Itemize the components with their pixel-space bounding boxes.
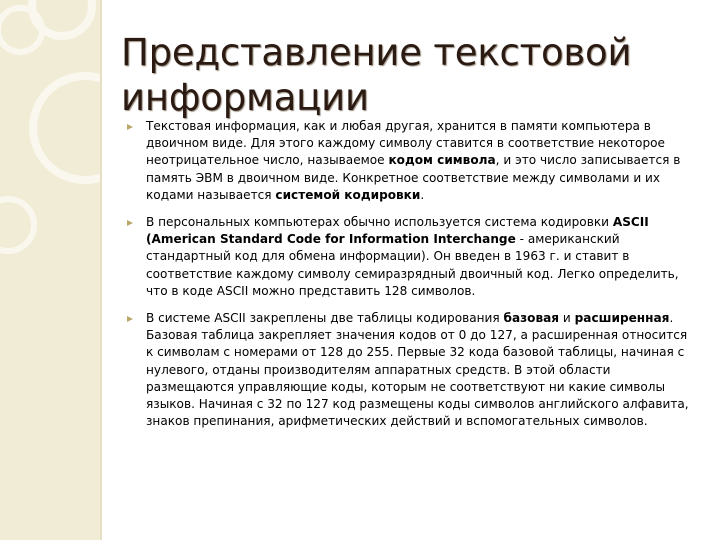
bullet-icon: [127, 220, 133, 226]
paragraph-1: [127, 118, 697, 204]
slide-content: [127, 118, 697, 440]
paragraph-text: В персональных компьютерах обычно используется система кодировки ASCII (American Standard Code for Information Interchange - американский стандартный код для обмена информации). Он введен в 1963 г. и ставит в соответствие каждому символу семиразрядный двоичный код. Легко определить, что в коде ASCII можно представить 128 символов.: [146, 215, 679, 298]
decorative-sidebar: [0, 0, 100, 540]
paragraph-3: [127, 310, 697, 430]
bullet-icon: [127, 124, 133, 130]
slide-title: Представление текстовой информации: [121, 31, 632, 119]
bullet-icon: [127, 316, 133, 322]
paragraph-2: [127, 214, 697, 300]
paragraph-text: Текстовая информация, как и любая другая, хранится в памяти компьютера в двоичном виде. Для этого каждому символу ставится в соответствие некоторое неотрицательное число, называемое кодом символа, и это число записывается в память ЭВМ в двоичном виде. Конкретное соответствие между символами и их кодами называется системой кодировки.: [146, 119, 681, 202]
paragraph-text: В системе ASCII закреплены две таблицы кодирования базовая и расширенная. Базовая таблица закрепляет значения кодов от 0 до 127, а расширенная относится к символам с номерами от 128 до 255. Первые 32 кода базовой таблицы, начиная с нулевого, отданы производителям аппаратных средств. В этой области размещаются управляющие коды, которым не соответствуют ни какие символы языков. Начиная с 32 по 127 код размещены коды символов английского алфавита, знаков препинания, арифметических действий и вспомогательных символов.: [146, 311, 689, 429]
decorative-circles-graphic: [0, 0, 100, 540]
sidebar-divider: [100, 0, 102, 540]
